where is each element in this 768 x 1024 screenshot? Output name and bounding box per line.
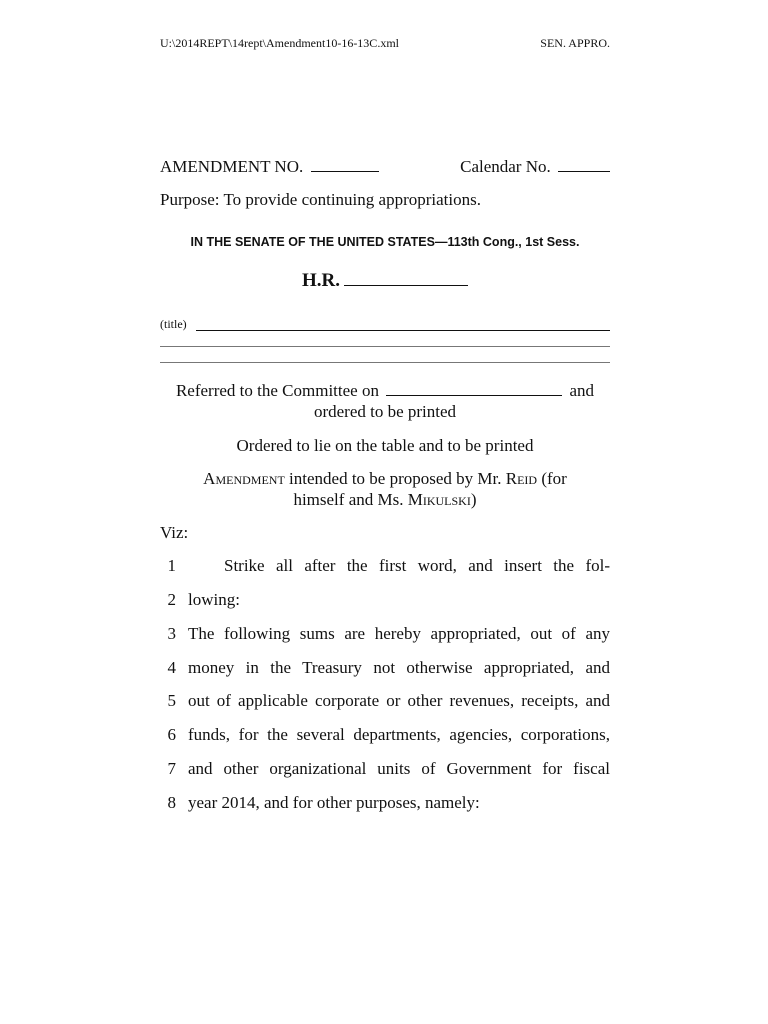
amendment-number-row [160, 157, 610, 177]
line-number: 2 [167, 590, 176, 609]
referred-block [160, 380, 610, 422]
bill-number-blank [344, 284, 468, 286]
intended-block [160, 468, 610, 510]
line-text: and other organizational units of Government for fiscal [188, 759, 610, 778]
line-text: year 2014, and for other purposes, namely: [188, 793, 480, 812]
intended-for: (for [537, 469, 567, 488]
text-line [160, 590, 610, 614]
text-line [160, 759, 610, 783]
line-text: funds, for the several departments, agencies, corporations, [188, 725, 610, 744]
line-number: 4 [167, 658, 176, 677]
text-line [160, 624, 610, 648]
line-text: out of applicable corporate or other revenues, receipts, and [188, 691, 610, 710]
title-row [160, 317, 610, 332]
ordered-line: Ordered to lie on the table and to be printed [236, 436, 534, 455]
line-text: money in the Treasury not otherwise appropriated, and [188, 658, 610, 677]
intended-line-2 [160, 489, 610, 510]
title-rule-3 [160, 362, 610, 363]
line-text: The following sums are hereby appropriated, out of any [188, 624, 610, 643]
amendment-number-blank [311, 170, 379, 172]
text-line [160, 658, 610, 682]
title-blank [196, 329, 610, 331]
bill-label: H.R. [302, 270, 340, 291]
sponsor-name: Reid [505, 469, 538, 488]
text-line [160, 691, 610, 715]
calendar-number-blank [558, 170, 610, 172]
file-path-header: U:\2014REPT\14rept\Amendment10-16-13C.xml [160, 36, 399, 50]
amendment-word: Amendment [203, 469, 285, 488]
bill-number [302, 270, 468, 292]
cosponsor-name: Mikulski [407, 490, 471, 509]
committee-blank [386, 394, 562, 396]
intended-text: intended to be proposed by Mr. [284, 469, 506, 488]
office-header: SEN. APPRO. [540, 36, 610, 50]
line-number: 7 [167, 759, 176, 778]
line-number: 5 [167, 691, 176, 710]
text-line [160, 556, 610, 580]
intended-close: ) [470, 490, 477, 509]
text-line [160, 725, 610, 749]
title-rule-2 [160, 346, 610, 347]
intended-himself: himself and Ms. [293, 490, 408, 509]
line-text: lowing: [188, 590, 240, 609]
calendar-number-label: Calendar No. [460, 157, 551, 176]
purpose-line: Purpose: To provide continuing appropriations. [160, 190, 481, 209]
text-line [160, 793, 610, 817]
intended-line-1 [160, 468, 610, 489]
referred-and: and [569, 381, 595, 400]
referred-line-1 [160, 380, 610, 401]
line-text: Strike all after the first word, and insert the fol- [224, 556, 610, 575]
referred-text: Referred to the Committee on [175, 381, 379, 400]
title-label: (title) [160, 317, 187, 331]
line-number: 1 [167, 556, 176, 575]
line-number: 6 [167, 725, 176, 744]
viz-label: Viz: [160, 523, 189, 542]
senate-session-line: IN THE SENATE OF THE UNITED STATES—113th Cong., 1st Sess. [190, 235, 580, 249]
amendment-number-label: AMENDMENT NO. [160, 157, 304, 176]
line-number: 3 [167, 624, 176, 643]
line-number: 8 [167, 793, 176, 812]
referred-line-2: ordered to be printed [313, 402, 457, 421]
calendar-number [460, 157, 610, 177]
